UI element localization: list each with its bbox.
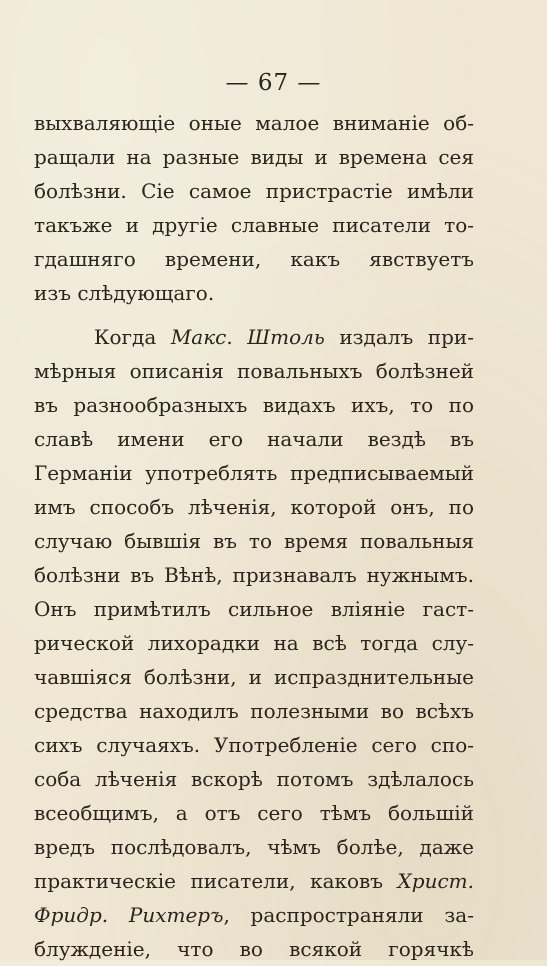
body-text <box>34 106 474 966</box>
text-line: блужденіе, что во всякой горячкѣ <box>34 937 474 961</box>
paragraph-gap <box>34 310 474 320</box>
text-line: изъ слѣдующаго. <box>34 281 215 305</box>
text-line: такъже и другіе славные писатели то- <box>34 213 474 237</box>
text-line: въ разнообразныхъ видахъ ихъ, то по <box>34 393 474 417</box>
text-run: Когда <box>94 325 171 349</box>
text-line: славѣ имени его начали вездѣ въ <box>34 427 474 451</box>
text-line: гдашняго времени, какъ явствуетъ <box>34 247 474 271</box>
text-line: чавшіяся болѣзни, и испразднительные <box>34 665 474 689</box>
page-number: — 67 — <box>225 70 322 96</box>
text-line: всеобщимъ, а отъ сего тѣмъ большій <box>34 801 474 825</box>
text-line: соба лѣченія вскорѣ потомъ здѣлалось <box>34 767 474 791</box>
text-line: Онъ примѣтилъ сильное вліяніе гаст- <box>34 597 474 621</box>
text-line: Германіи употреблять предписываемый <box>34 461 474 485</box>
text-line: выхваляющіе оные малое вниманіе об- <box>34 111 474 135</box>
text-line: болѣзни въ Вѣнѣ, признавалъ нужнымъ. <box>34 563 474 587</box>
text-line: болѣзни. Сіе самое пристрастіе имѣли <box>34 179 474 203</box>
text-line: мѣрныя описанія повальныхъ болѣзней <box>34 359 474 383</box>
italic-name: Фридр. Рихтеръ <box>34 903 224 927</box>
italic-name: Христ. <box>397 869 474 893</box>
text-line: случаю бывшія въ то время повальныя <box>34 529 474 553</box>
italic-name: Макс. Штоль <box>170 325 325 349</box>
text-line: имъ способъ лѣченія, которой онъ, по <box>34 495 474 519</box>
text-line: средства находилъ полезными во всѣхъ <box>34 699 474 723</box>
text-run: практическіе писатели, каковъ <box>34 869 398 893</box>
text-line: рической лихорадки на всѣ тогда слу- <box>34 631 474 655</box>
text-line: ращали на разные виды и времена сея <box>34 145 474 169</box>
text-line: сихъ случаяхъ. Употребленіе сего спо- <box>34 733 474 757</box>
text-line <box>34 864 474 898</box>
text-line <box>34 320 474 354</box>
text-line <box>34 898 474 932</box>
text-run: , распространяли за- <box>223 903 474 927</box>
text-line: вредъ послѣдовалъ, чѣмъ болѣе, даже <box>34 835 474 859</box>
text-run: издалъ при- <box>324 325 475 349</box>
